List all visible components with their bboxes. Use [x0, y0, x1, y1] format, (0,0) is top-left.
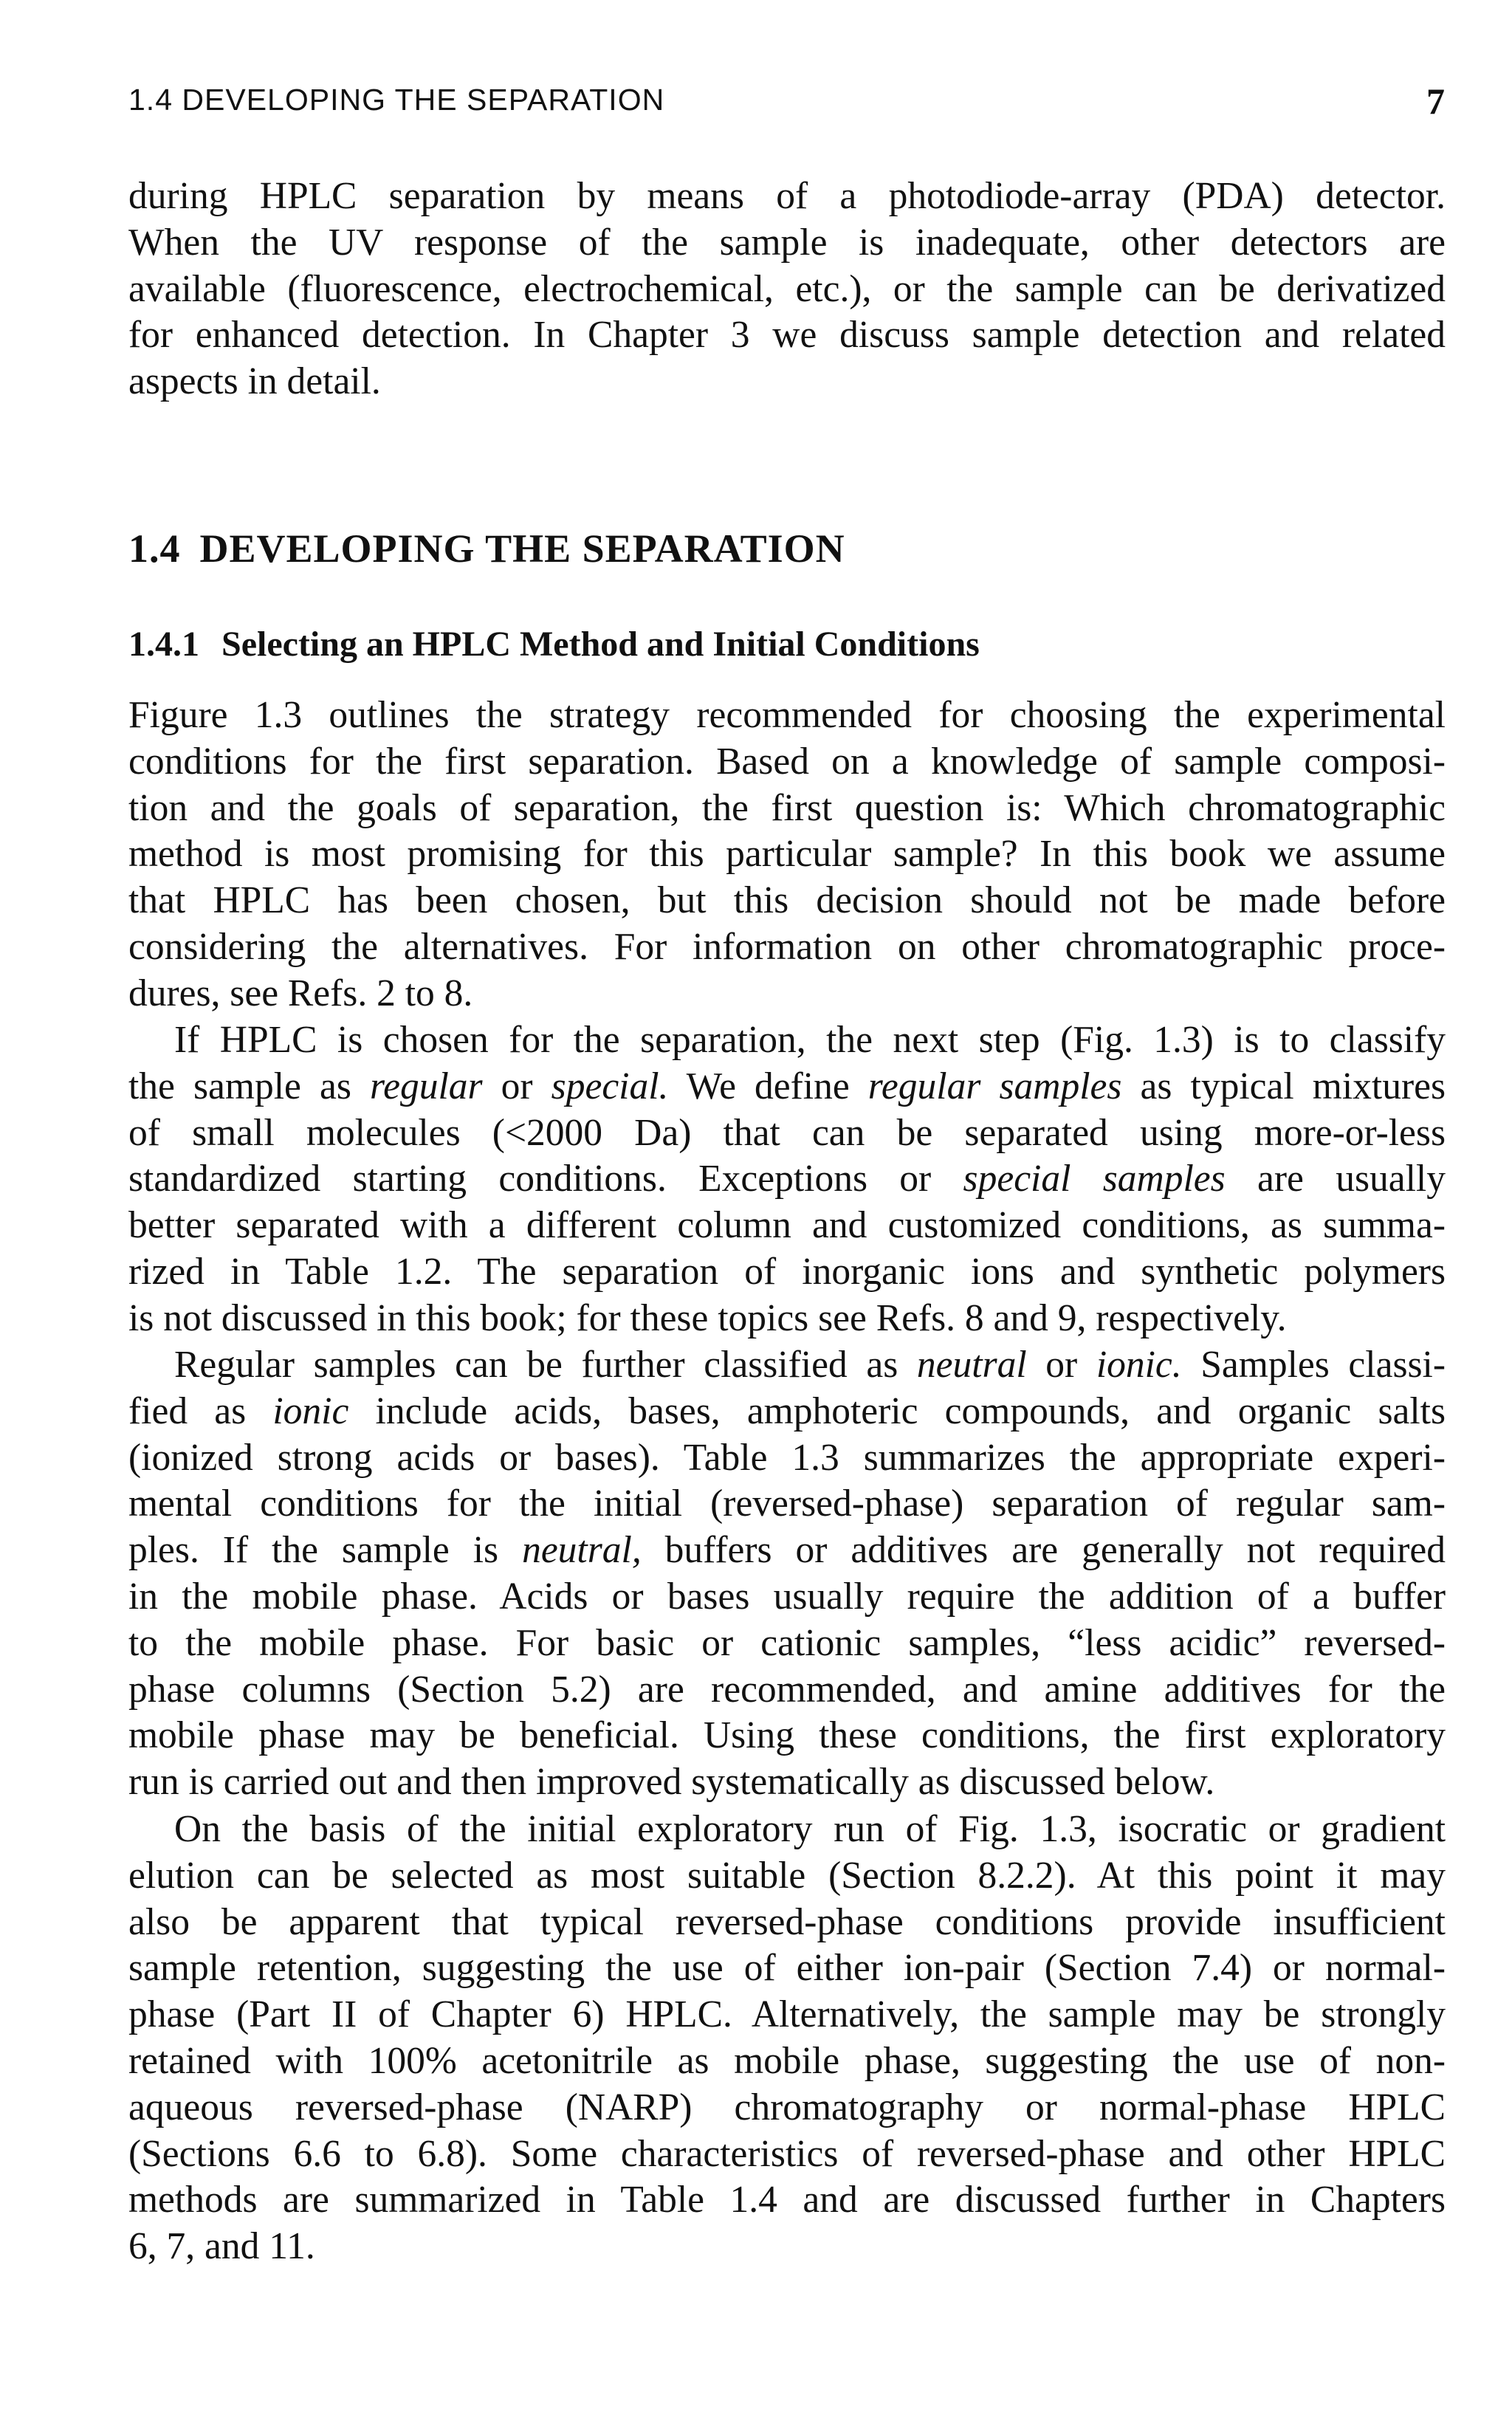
text-line: is not discussed in this book; for these topics see Refs. 8 and 9, respectively. [128, 1296, 1287, 1339]
paragraph-2 [128, 1017, 1446, 1342]
text-line: (ionized strong acids or bases). Table 1.3 summarizes the appropriate experi- [128, 1436, 1446, 1479]
text-line: aspects in detail. [128, 360, 381, 403]
text-line: of small molecules (<2000 Da) that can be separated using more-or-less [128, 1111, 1446, 1154]
text-line: phase (Part II of Chapter 6) HPLC. Alternatively, the sample may be strongly [128, 1993, 1446, 2036]
text-run: fied as [128, 1389, 273, 1432]
emphasis: ionic [272, 1389, 349, 1432]
page-number: 7 [1426, 80, 1446, 122]
section-title: DEVELOPING THE SEPARATION [199, 526, 845, 571]
text-run: Samples classi- [1181, 1344, 1446, 1386]
text-line: for enhanced detection. In Chapter 3 we discuss sample detection and related [128, 314, 1446, 357]
text-line: (Sections 6.6 to 6.8). Some characteristics of reversed-phase and other HPLC [128, 2132, 1446, 2175]
text-line: sample retention, suggesting the use of either ion-pair (Section 7.4) or normal- [128, 1947, 1446, 1990]
text-run: include acids, bases, amphoteric compounds, and organic salts [348, 1389, 1446, 1432]
text-line [128, 1528, 1446, 1574]
text-run: or [1026, 1344, 1096, 1386]
text-line: also be apparent that typical reversed-phase conditions provide insufficient [128, 1900, 1446, 1943]
text-run: standardized starting conditions. Exceptions or [128, 1158, 963, 1200]
text-line: rized in Table 1.2. The separation of inorganic ions and synthetic polymers [128, 1250, 1446, 1293]
paragraph-3 [128, 1342, 1446, 1806]
text-run: the sample as [128, 1065, 370, 1107]
text-line: When the UV response of the sample is inadequate, other detectors are [128, 221, 1446, 264]
continuation-paragraph [128, 173, 1446, 405]
text-line: retained with 100% acetonitrile as mobile phase, suggesting the use of non- [128, 2039, 1446, 2082]
text-line: mobile phase may be beneficial. Using these conditions, the first exploratory [128, 1714, 1446, 1757]
text-line: in the mobile phase. Acids or bases usually require the addition of a buffer [128, 1575, 1446, 1618]
section-number: 1.4 [128, 526, 181, 571]
text-line: available (fluorescence, electrochemical, etc.), or the sample can be derivatized [128, 267, 1446, 310]
text-line: method is most promising for this particular sample? In this book we assume [128, 833, 1446, 876]
text-run: or [482, 1065, 551, 1107]
emphasis: neutral, [522, 1529, 642, 1572]
text-line: during HPLC separation by means of a photodiode-array (PDA) detector. [128, 175, 1446, 217]
text-line: aqueous reversed-phase (NARP) chromatography or normal-phase HPLC [128, 2086, 1446, 2128]
text-line [128, 1064, 1446, 1110]
text-line: If HPLC is chosen for the separation, the next step (Fig. 1.3) is to classify [174, 1019, 1446, 1061]
text-line: conditions for the first separation. Based on a knowledge of sample composi- [128, 740, 1446, 783]
text-line: 6, 7, and 11. [128, 2225, 315, 2268]
text-line: considering the alternatives. For information on other chromatographic proce- [128, 925, 1446, 968]
section-heading [128, 526, 845, 571]
subsection-title: Selecting an HPLC Method and Initial Conditions [221, 625, 980, 664]
emphasis: regular [369, 1065, 483, 1107]
subsection-heading [128, 624, 980, 664]
text-line: mental conditions for the initial (reversed-phase) separation of regular sam- [128, 1482, 1446, 1525]
text-line: On the basis of the initial exploratory run of Fig. 1.3, isocratic or gradient [174, 1808, 1446, 1850]
text-line: better separated with a different column and customized conditions, as summa- [128, 1204, 1446, 1247]
text-run: We define [668, 1065, 868, 1107]
text-line: methods are summarized in Table 1.4 and are discussed further in Chapters [128, 2179, 1446, 2221]
running-head [128, 80, 1446, 127]
subsection-number: 1.4.1 [128, 625, 199, 664]
paragraph-4 [128, 1807, 1446, 2270]
emphasis: neutral [916, 1344, 1027, 1386]
text-run: ples. If the sample is [128, 1529, 523, 1572]
text-run: Regular samples can be further classified as [174, 1344, 917, 1386]
text-line: tion and the goals of separation, the first question is: Which chromatographic [128, 786, 1446, 829]
text-line: run is carried out and then improved systematically as discussed below. [128, 1761, 1215, 1804]
running-head-title: 1.4 DEVELOPING THE SEPARATION [128, 83, 665, 117]
text-line [128, 1389, 1446, 1435]
text-run: as typical mixtures [1121, 1065, 1446, 1107]
paragraph-1 [128, 693, 1446, 1017]
emphasis: ionic. [1096, 1344, 1182, 1386]
text-line [128, 1156, 1446, 1203]
emphasis: regular samples [867, 1065, 1122, 1107]
text-line: elution can be selected as most suitable (Section 8.2.2). At this point it may [128, 1854, 1446, 1897]
text-line: phase columns (Section 5.2) are recommended, and amine additives for the [128, 1668, 1446, 1711]
emphasis: special. [551, 1065, 669, 1107]
text-line [128, 1342, 1446, 1389]
text-line: to the mobile phase. For basic or cationic samples, “less acidic” reversed- [128, 1621, 1446, 1664]
text-run: are usually [1225, 1158, 1446, 1200]
text-run: buffers or additives are generally not required [641, 1529, 1446, 1572]
text-line: dures, see Refs. 2 to 8. [128, 972, 473, 1014]
text-line: that HPLC has been chosen, but this decision should not be made before [128, 879, 1446, 922]
text-line: Figure 1.3 outlines the strategy recommended for choosing the experimental [128, 694, 1446, 736]
emphasis: special samples [963, 1158, 1226, 1200]
